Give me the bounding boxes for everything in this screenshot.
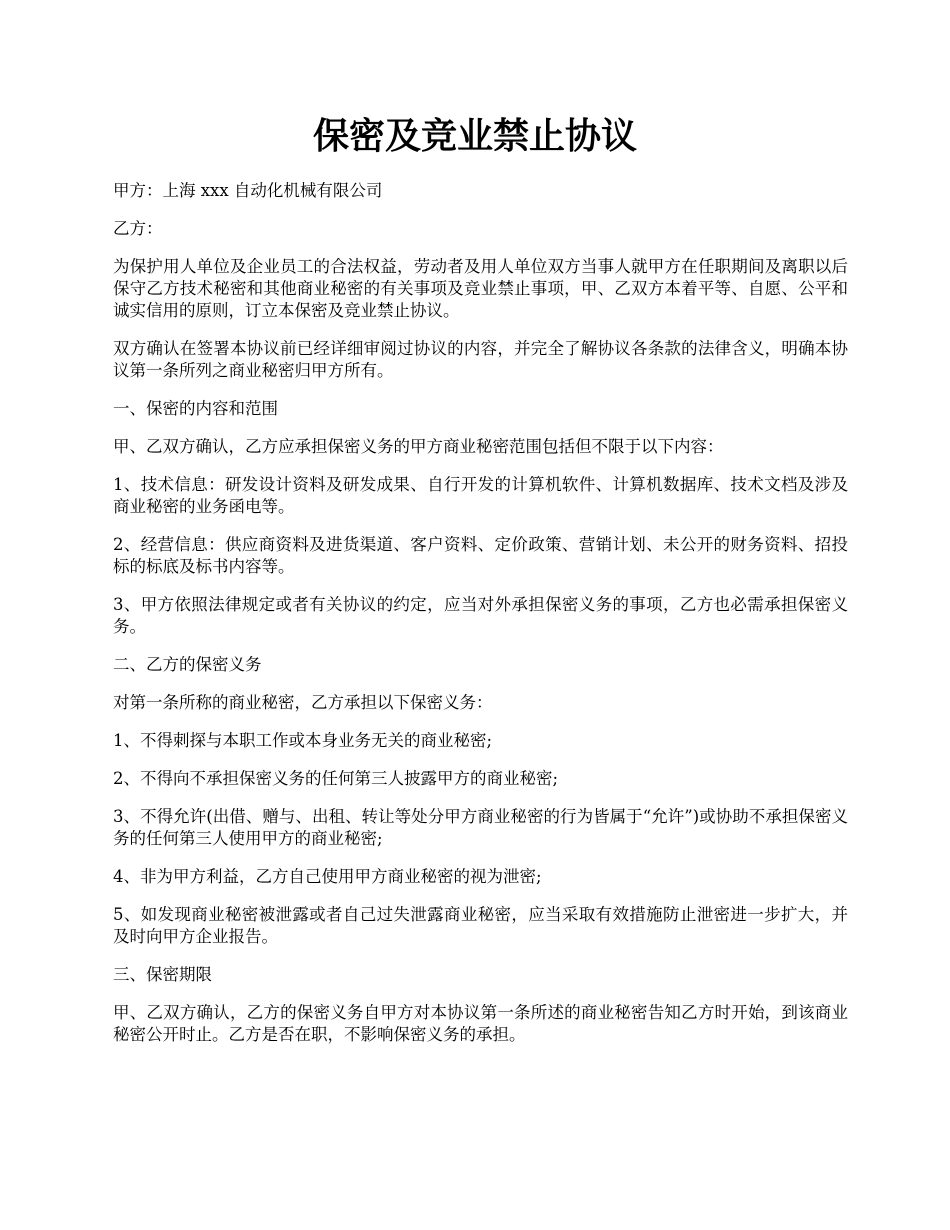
section-1-item-2: 2、经营信息：供应商资料及进货渠道、客户资料、定价政策、营销计划、未公开的财务资料、招投标的标底及标书内容等。 (113, 535, 848, 576)
preamble-paragraph: 为保护用人单位及企业员工的合法权益，劳动者及用人单位双方当事人就甲方在任职期间及离职以后保守乙方技术秘密和其他商业秘密的有关事项及竞业禁止事项，甲、乙双方本着平等、自愿、公平和诚实信用的原则，订立本保密及竞业禁止协议。 (113, 257, 848, 320)
section-3-paragraph: 甲、乙双方确认，乙方的保密义务自甲方对本协议第一条所述的商业秘密告知乙方时开始，到该商业秘密公开时止。乙方是否在职，不影响保密义务的承担。 (113, 1003, 848, 1044)
document-title: 保密及竞业禁止协议 (312, 115, 637, 157)
section-2-item-4: 4、非为甲方利益，乙方自己使用甲方商业秘密的视为泄密; (113, 867, 542, 886)
party-b-line: 乙方： (113, 219, 163, 238)
section-heading-2: 二、乙方的保密义务 (113, 655, 262, 674)
section-1-item-1: 1、技术信息：研发设计资料及研发成果、自行开发的计算机软件、计算机数据库、技术文档及涉及商业秘密的业务函电等。 (113, 475, 848, 516)
section-2-intro: 对第一条所称的商业秘密，乙方承担以下保密义务： (113, 693, 493, 712)
section-heading-1: 一、保密的内容和范围 (113, 399, 278, 418)
section-2-item-2: 2、不得向不承担保密义务的任何第三人披露甲方的商业秘密; (113, 769, 559, 788)
confirmation-paragraph: 双方确认在签署本协议前已经详细审阅过协议的内容，并完全了解协议各条款的法律含义，明确本协议第一条所列之商业秘密归甲方所有。 (113, 339, 848, 380)
section-heading-3: 三、保密期限 (113, 965, 212, 984)
section-1-item-3: 3、甲方依照法律规定或者有关协议的约定，应当对外承担保密义务的事项，乙方也必需承担保密义务。 (113, 595, 848, 636)
section-2-item-5: 5、如发现商业秘密被泄露或者自己过失泄露商业秘密，应当采取有效措施防止泄密进一步扩大，并及时向甲方企业报告。 (113, 905, 848, 946)
section-1-intro: 甲、乙双方确认，乙方应承担保密义务的甲方商业秘密范围包括但不限于以下内容： (113, 437, 724, 456)
section-2-item-3: 3、不得允许(出借、赠与、出租、转让等处分甲方商业秘密的行为皆属于“允许”)或协助不承担保密义务的任何第三人使用甲方的商业秘密; (113, 807, 848, 848)
document-body (113, 180, 848, 1062)
party-a-line: 甲方：上海 xxx 自动化机械有限公司 (113, 181, 383, 200)
section-2-item-1: 1、不得刺探与本职工作或本身业务无关的商业秘密; (113, 731, 493, 750)
